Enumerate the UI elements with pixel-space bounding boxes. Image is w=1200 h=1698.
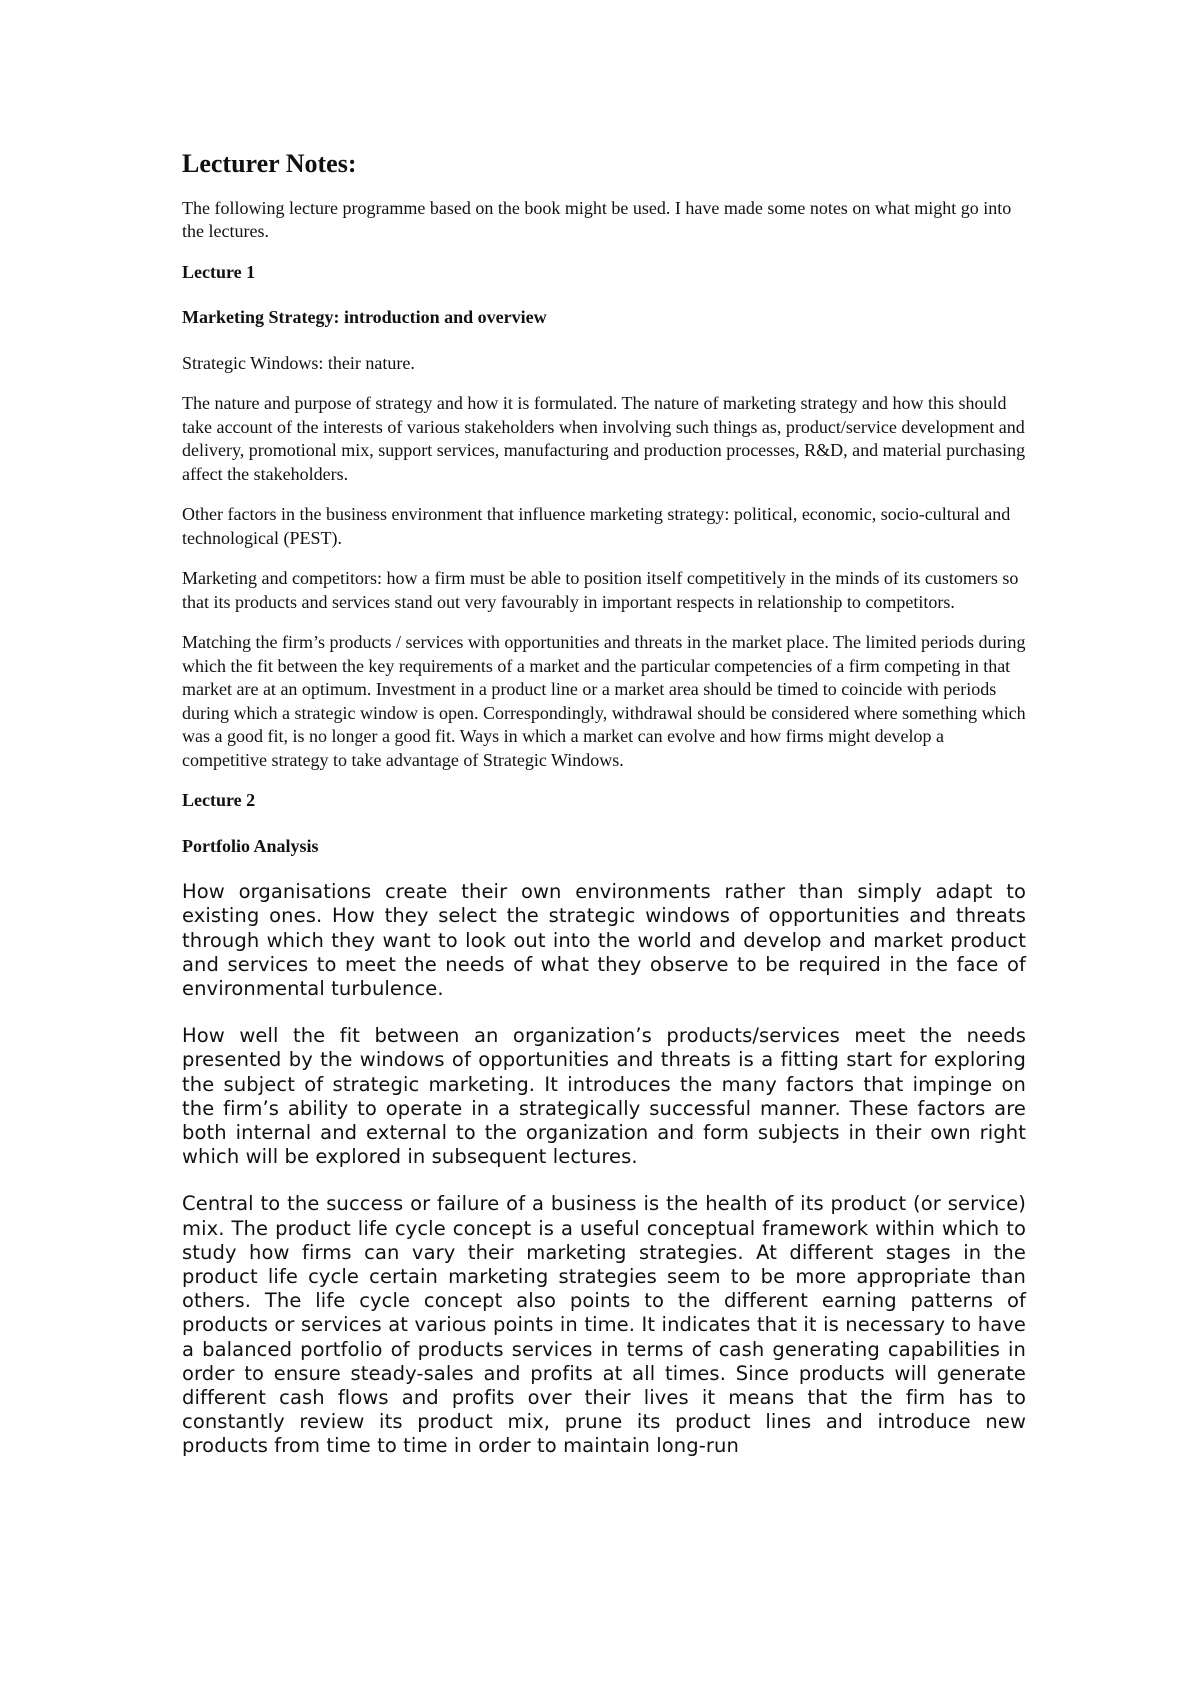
lecture-1-paragraph: Matching the firm’s products / services with opportunities and threats in the market place. The limited periods during which the fit between the key requirements of a market and the particular competencies of a firm competing in that market are at an optimum. Investment in a product line or a market area should be timed to coincide with periods during which a strategic window is open. Correspondingly, withdrawal should be considered where something which was a good fit, is no longer a good fit. Ways in which a market can evolve and how firms might develop a competitive strategy to take advantage of Strategic Windows. xyxy=(182,632,1026,770)
lecture-1-paragraph: Other factors in the business environment that influence marketing strategy: political, economic, socio-cultural and technological (PEST). xyxy=(182,504,1011,548)
lecture-2-paragraph: How organisations create their own environments rather than simply adapt to existing ones. How they select the strategic windows of opportunities and threats through which they want to look out into the world and develop and market product and services to meet the needs of what they observe to be required in the face of environmental turbulence. xyxy=(182,880,1026,1000)
lecture-2-label: Lecture 2 xyxy=(182,790,256,811)
lecture-1-paragraph: Strategic Windows: their nature. xyxy=(182,352,415,373)
lecture-1-label: Lecture 1 xyxy=(182,261,256,282)
intro-paragraph: The following lecture programme based on the book might be used. I have made some notes on what might go into the lectures. xyxy=(182,197,1012,242)
lecture-1-paragraph: Marketing and competitors: how a firm must be able to position itself competitively in the minds of its customers so that its products and services stand out very favourably in important respects in relationship to competitors. xyxy=(182,568,1019,612)
document-page xyxy=(182,150,1026,1482)
lecture-2-paragraph: How well the fit between an organization’s products/services meet the needs presented by the windows of opportunities and threats is a fitting start for exploring the subject of strategic marketing. It introduces the many factors that impinge on the firm’s ability to operate in a strategically successful manner. These factors are both internal and external to the organization and form subjects in their own right which will be explored in subsequent lectures. xyxy=(182,1024,1026,1169)
page-title: Lecturer Notes: xyxy=(182,149,357,178)
lecture-2-heading: Portfolio Analysis xyxy=(182,835,319,856)
lecture-2-paragraph: Central to the success or failure of a business is the health of its product (or service) mix. The product life cycle concept is a useful conceptual framework within which to study how firms can vary their marketing strategies. At different stages in the product life cycle certain marketing strategies seem to be more appropriate than others. The life cycle concept also points to the different earning patterns of products or services at various points in time. It indicates that it is necessary to have a balanced portfolio of products services in terms of cash generating capabilities in order to ensure steady-sales and profits at all times. Since products will generate different cash flows and profits over their lives it means that the firm has to constantly review its product mix, prune its product lines and introduce new products from time to time in order to maintain long-run xyxy=(182,1192,1026,1458)
lecture-1-paragraph: The nature and purpose of strategy and how it is formulated. The nature of marketing strategy and how this should take account of the interests of various stakeholders when involving such things as, product/service development and delivery, promotional mix, support services, manufacturing and production processes, R&D, and material purchasing affect the stakeholders. xyxy=(182,393,1026,484)
lecture-1-heading: Marketing Strategy: introduction and overview xyxy=(182,307,547,328)
